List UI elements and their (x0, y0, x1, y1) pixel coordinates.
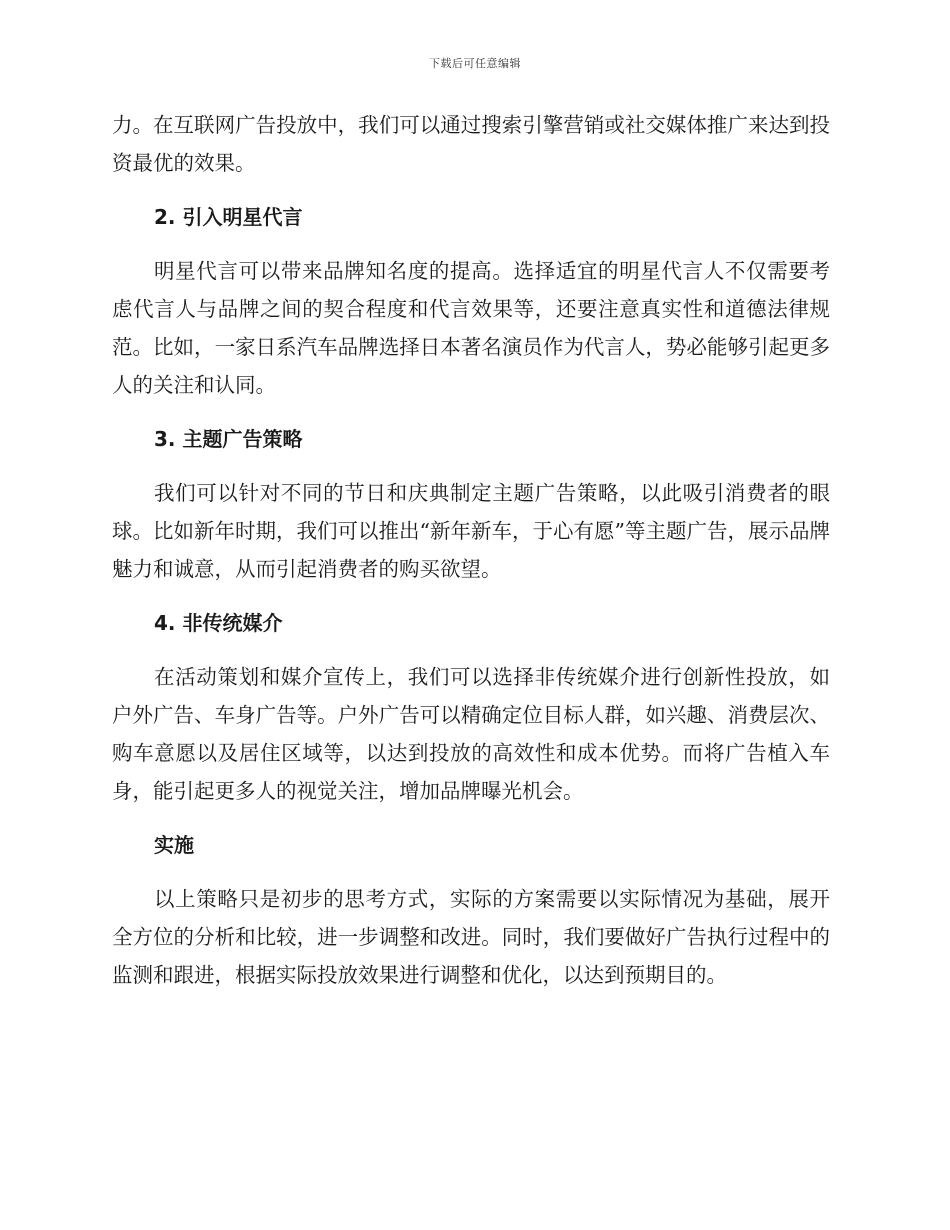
paragraph-implementation: 以上策略只是初步的思考方式，实际的方案需要以实际情况为基础，展开全方位的分析和比较，进一步调整和改进。同时，我们要做好广告执行过程中的监测和跟进，根据实际投放效果进行调整和优化，以达到预期目的。 (112, 887, 830, 987)
section-heading-implementation: 实施 (154, 833, 194, 857)
paragraph-continuation: 力。在互联网广告投放中，我们可以通过搜索引擎营销或社交媒体推广来达到投资最优的效果。 (112, 113, 830, 175)
page-header: 下载后可任意编辑 (429, 57, 521, 70)
paragraph-nontraditional-media: 在活动策划和媒介宣传上，我们可以选择非传统媒介进行创新性投放，如户外广告、车身广告等。户外广告可以精确定位目标人群，如兴趣、消费层次、购车意愿以及居住区域等，以达到投放的高效性和成本优势。而将广告植入车身，能引起更多人的视觉关注，增加品牌曝光机会。 (112, 665, 830, 803)
section-heading-theme-ads: 3. 主题广告策略 (154, 427, 303, 451)
document-body (112, 106, 830, 994)
section-heading-nontraditional-media: 4. 非传统媒介 (154, 611, 283, 635)
paragraph-theme-ads: 我们可以针对不同的节日和庆典制定主题广告策略，以此吸引消费者的眼球。比如新年时期，我们可以推出“新年新车，于心有愿”等主题广告，展示品牌魅力和诚意，从而引起消费者的购买欲望。 (112, 481, 830, 581)
section-heading-celebrity-endorsement: 2. 引入明星代言 (154, 205, 303, 229)
paragraph-celebrity-endorsement: 明星代言可以带来品牌知名度的提高。选择适宜的明星代言人不仅需要考虑代言人与品牌之间的契合程度和代言效果等，还要注意真实性和道德法律规范。比如，一家日系汽车品牌选择日本著名演员作为代言人，势必能够引起更多人的关注和认同。 (112, 259, 830, 397)
